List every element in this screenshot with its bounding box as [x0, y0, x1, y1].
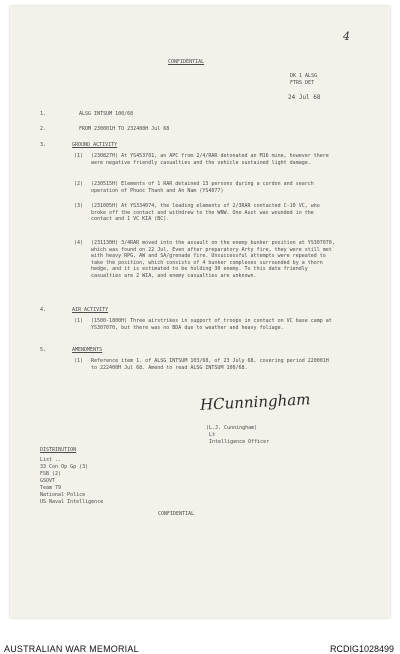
air-activity-heading: AIR ACTIVITY	[72, 307, 109, 313]
distribution-line: GSOVT	[40, 478, 56, 484]
ground-2-text: (230515H) Elements of 1 RAR detained 13 persons during a cordon and search operation of Phuoc Thanh and An Nam (YS4077)	[91, 181, 314, 194]
distribution-heading: DISTRIBUTION	[40, 447, 77, 453]
amend-1-number: (1)	[74, 358, 84, 364]
item-5-number: 5.	[40, 347, 47, 353]
ground-activity-heading: GROUND ACTIVITY	[72, 142, 118, 148]
ground-4-text: (231130H) 3/4RAR moved into the assault on the enemy bunker position at YS307070, which was found on 22 Jul. Even after preparatory Arty fire, they were still met with heavy RPG, AW and SA/grenade fire. Unsuccessful attempts were repeated to take the position, which consists of 4 bunker complexes surrounded by a thorn hedge, and it is estimated to be holding 30 enemy. To this date friendly casualties are 2 WIA, and enemy casualties are unknown.	[91, 240, 335, 279]
ground-1-text: (230827H) At YS453701, an APC from 2/4/RAR detonated an M16 mine, however there were negative friendly casualties and the vehicle sustained light damage.	[91, 153, 329, 166]
ref-line-1: DK 1 ALSG	[290, 73, 318, 79]
air-1-text: (1500-1800H) Three airstrikes in support of troops in contact on VC base camp at YS307070, but there was no BDA due to weather and heavy foliage.	[91, 318, 332, 331]
distribution-line: FSB (2)	[40, 471, 62, 477]
distribution-line: National Police	[40, 492, 86, 498]
distribution-line: Team 79	[40, 485, 62, 491]
amend-1-text: Reference item 1. of ALSG INTSUM 103/68, of 23 July 68, covering period 220001H to 222400H Jul 68. Amend to read ALSG INTSUM 100/68.	[91, 358, 329, 371]
item-2-text: FROM 230001H TO 232400H Jul 68	[79, 126, 170, 132]
ref-line-2: FTRS DET	[290, 80, 315, 86]
air-1-number: (1)	[74, 318, 84, 324]
item-1-text: ALSG INTSUM 100/68	[79, 111, 134, 117]
item-3-number: 3.	[40, 142, 47, 148]
archive-record-id: RCDIG1028499	[329, 644, 394, 654]
classification-top: CONFIDENTIAL	[168, 59, 205, 65]
amendments-heading: AMENDMENTS	[72, 347, 103, 353]
classification-bottom: CONFIDENTIAL	[158, 511, 195, 517]
document-date: 24 Jul 68	[288, 94, 321, 101]
document-page	[10, 6, 390, 618]
item-2-number: 2.	[40, 126, 47, 132]
signatory-title: Intelligence Officer	[209, 439, 270, 445]
ground-1-number: (1)	[74, 153, 84, 159]
ground-4-number: (4)	[74, 240, 84, 246]
item-4-number: 4.	[40, 307, 47, 313]
archive-name: AUSTRALIAN WAR MEMORIAL	[4, 644, 139, 654]
ground-3-text: (231005H) At YS334074, the leading elements of 2/3RAR contacted C-10 VC, who broke off the contact and withdrew to the WNW. One Aust was wounded in the contact and 1 VC KIA (BC).	[91, 203, 320, 222]
page-number: 4	[343, 30, 350, 43]
distribution-line: 33 Con Op Gp (3)	[40, 464, 89, 470]
signatory-rank: Lt	[209, 432, 216, 438]
distribution-line: US Naval Intelligence	[40, 499, 104, 505]
signatory-name: (L.J. Cunningham)	[206, 425, 258, 431]
ground-3-number: (3)	[74, 203, 84, 209]
signature: HCunningham	[199, 390, 311, 414]
item-1-number: 1.	[40, 111, 47, 117]
distribution-line: List ..	[40, 457, 62, 463]
ground-2-number: (2)	[74, 181, 84, 187]
